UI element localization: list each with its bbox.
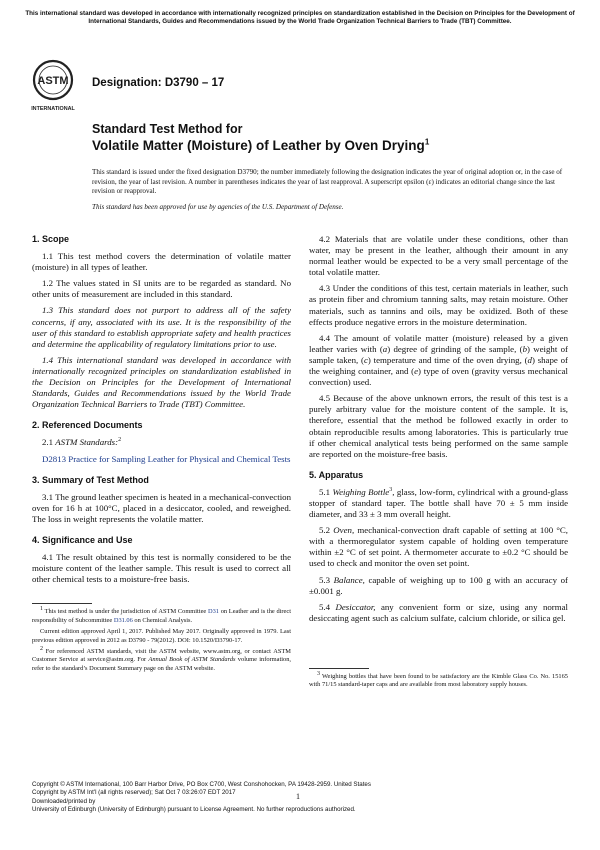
paragraph	[309, 575, 568, 597]
title-footnote-mark: 1	[424, 137, 430, 147]
para-label: 5.3	[319, 574, 334, 585]
footnote-1	[32, 608, 291, 625]
para-text: ) weight of sample taken, (	[309, 343, 568, 365]
para-italic: ASTM Standards:	[55, 437, 119, 448]
para-italic: Oven,	[333, 525, 355, 536]
para-italic: d	[527, 354, 532, 365]
section-heading: 4. Significance and Use	[32, 534, 133, 545]
footnote-text: This test method is under the jurisdiction of ASTM Committee	[44, 608, 208, 616]
paragraph: 1.3 This standard does not purport to address all of the safety concerns, if any, associated with its use. It is the responsibility of the user of this standard to establish appropriate safety and health practices and determine the applicability of regulatory limitations prior to use.	[32, 305, 291, 349]
paragraph: 3.1 The ground leather specimen is heated in a mechanical-convection oven for 16 h at 100°C, placed in a desiccator, cooled, and reweighed. The loss in weight represents the volatile matter.	[32, 491, 291, 524]
para-italic: Weighing Bottle	[332, 486, 390, 497]
footnote-divider	[309, 668, 369, 669]
para-text: any convenient form or size, using any normal desiccating agent such as calcium sulfate, calcium chloride, or silica gel.	[309, 601, 568, 623]
footnote-text: volume information, refer to the standard’s Document Summary page on the ASTM website.	[32, 656, 291, 672]
paragraph	[309, 525, 568, 569]
paragraph: 1.4 This international standard was developed in accordance with internationally recognized principles on standardization established in the Decision on Principles for the Development of International Standards, Guides and Recommendations issued by the World Trade Organization Technical Barriers to Trade (TBT) Committee.	[32, 354, 291, 410]
paragraph: 1.1 This test method covers the determination of volatile matter (moisture) in all types of leather.	[32, 251, 291, 273]
para-italic: a	[382, 343, 388, 354]
footnote-3	[309, 670, 568, 690]
paragraph: 4.3 Under the conditions of this test, certain materials in leather, such as protein fiber and chromium tanning salts, may retain moisture. Other materials, such as tannins and oils, may be oxidized. Both of these effects produce negative errors in the moisture determination.	[309, 283, 568, 327]
license-line: University of Edinburgh (University of Edinburgh) pursuant to License Agreement. No further reproductions authorized.	[32, 805, 356, 813]
para-label: 5.2	[319, 525, 334, 536]
section-heading: 3. Summary of Test Method	[32, 474, 149, 485]
footnote-mark: 1	[40, 606, 43, 613]
footnote-1-edition: Current edition approved April 1, 2017. Published May 2017. Originally approved in 1979. Last previous edition approved in 2012 as D3790 - 79(2012). DOI: 10.1520/D3790-17.	[32, 628, 291, 644]
para-text: ) type of oven (gravity versus mechanical convection) used.	[309, 366, 568, 388]
para-text: , glass, low-form, cylindrical with a ground-glass stopper of standard taper. The bottle shall have 70 ± 5 mm inside diameter, and 33 ± 3 mm overall height.	[309, 486, 569, 520]
para-text: ) degree of grinding of the sample, (	[387, 343, 523, 354]
copyright-by-line: Copyright by ASTM Int'l (all rights reserved); Sat Oct 7 03:26:07 EDT 2017	[32, 789, 236, 797]
footnote-text: For referenced ASTM standards, visit the ASTM website, www.astm.org, or contact ASTM Customer Service at service@astm.org. For	[32, 647, 291, 664]
footnote-ref: 3	[389, 486, 393, 493]
footnote-text: on Chemical Analysis.	[132, 616, 193, 624]
reference-title[interactable]: Practice for Sampling Leather for Physical and Chemical Tests	[66, 453, 291, 464]
left-column	[32, 234, 291, 676]
para-italic: Desiccator,	[335, 601, 376, 612]
dod-approval-note: This standard has been approved for use by agencies of the U.S. Department of Defense.	[92, 203, 344, 211]
footnote-ref: 2	[118, 437, 122, 444]
paragraph	[309, 333, 568, 388]
logo-subtext: INTERNATIONAL	[31, 106, 75, 112]
para-label: 5.1	[319, 486, 333, 497]
para-text: capable of weighing up to 100 g with an accuracy of ±0.001 g.	[309, 574, 568, 596]
para-text: ) shape of the weighing container, and (	[309, 354, 568, 377]
para-text: 4.4 The amount of volatile matter (moisture) released by a given leather varies with (	[309, 332, 568, 354]
copyright-line: Copyright © ASTM International, 100 Barr Harbor Drive, PO Box C700, West Conshohocken, PA 19428-2959. United States	[32, 781, 371, 788]
tbt-notice: This international standard was developed in accordance with internationally recognized principles on standardization established in the Decision on Principles for the Development of International Standards, Guides and Recommendations issued by the World Trade Organization Technical Barriers to Trade (TBT) Committee.	[25, 10, 575, 26]
logo-text: ASTM	[37, 75, 69, 87]
reference-link-d2813[interactable]: D2813	[42, 453, 67, 464]
right-column	[309, 234, 568, 693]
section-heading: 5. Apparatus	[309, 469, 364, 480]
paragraph: 4.1 The result obtained by this test is normally considered to be the moisture content of the leather sample. This result is used to correct all other chemical tests to a moisture-free basis.	[32, 552, 291, 585]
footnote-2	[32, 645, 291, 673]
paragraph	[309, 487, 568, 520]
designation: Designation: D3790 – 17	[92, 77, 225, 89]
para-italic: Balance,	[333, 574, 365, 585]
footnote-mark: 2	[40, 645, 43, 652]
astm-logo	[30, 58, 76, 114]
section-heading: 1. Scope	[32, 234, 70, 244]
para-italic: e	[414, 366, 419, 377]
para-label: 5.4	[319, 601, 336, 612]
committee-link[interactable]: D31	[207, 608, 219, 616]
para-italic: c	[363, 354, 368, 365]
paragraph	[309, 602, 568, 624]
footnote-italic: Annual Book of ASTM Standards	[148, 656, 236, 664]
paragraph: 4.5 Because of the above unknown errors, the result of this test is a purely arbitrary value for the moisture content of the sample. It is, therefore, essential that the method be followed exactly in order to obtain reproducible results among laboratories. This is particularly true if other chemical analytical tests being performed on the same sample are reported on the moisture-free basis.	[309, 393, 568, 459]
paragraph	[32, 437, 291, 448]
para-text: ) temperature and time of the oven drying, (	[367, 354, 528, 365]
standard-issue-note: This standard is issued under the fixed designation D3790; the number immediately following the designation indicates the year of original adoption or, in the case of revision, the year of last revision. A number in parentheses indicates the year of last reapproval. A superscript epsilon (ε) indicates an editorial change since the last revision or reapproval.	[92, 168, 563, 196]
section-heading: 2. Referenced Documents	[32, 420, 143, 431]
footnote-mark: 3	[317, 670, 320, 677]
subcommittee-link[interactable]: D31.06	[113, 616, 133, 624]
page-footer	[32, 781, 572, 814]
footnote-divider	[32, 603, 92, 604]
page-number: 1	[296, 792, 300, 801]
footnote-text: on Leather and is the direct responsibility of Subcommittee	[32, 608, 291, 624]
footnote-text: Weighing bottles that have been found to be satisfactory are the Kimble Glass Co. No. 15165 with 71/15 standard-taper caps and are available from most laboratory supply houses.	[309, 672, 568, 689]
downloaded-line: Downloaded/printed by	[32, 797, 96, 805]
title-line-1: Standard Test Method for	[92, 122, 243, 136]
reference-item	[32, 454, 291, 465]
para-text: mechanical-convection draft capable of setting at 100 °C, with a thermoregulator system capable of holding oven temperature within ±2 °C of set point. A thermometer accurate to ±0.2 °C should be used to check and monitor the oven set point.	[309, 525, 569, 569]
para-label: 2.1	[42, 437, 56, 448]
paragraph: 4.2 Materials that are volatile under these conditions, other than water, may be present in the leather, although their amount in any normal leather would be expected to be a very small percentage of the total volatile matter.	[309, 234, 568, 278]
document-title	[92, 138, 429, 153]
title-line-2: Volatile Matter (Moisture) of Leather by Oven Drying	[92, 138, 425, 153]
paragraph: 1.2 The values stated in SI units are to be regarded as standard. No other units of measurement are included in this standard.	[32, 278, 291, 300]
para-italic: b	[522, 343, 527, 354]
